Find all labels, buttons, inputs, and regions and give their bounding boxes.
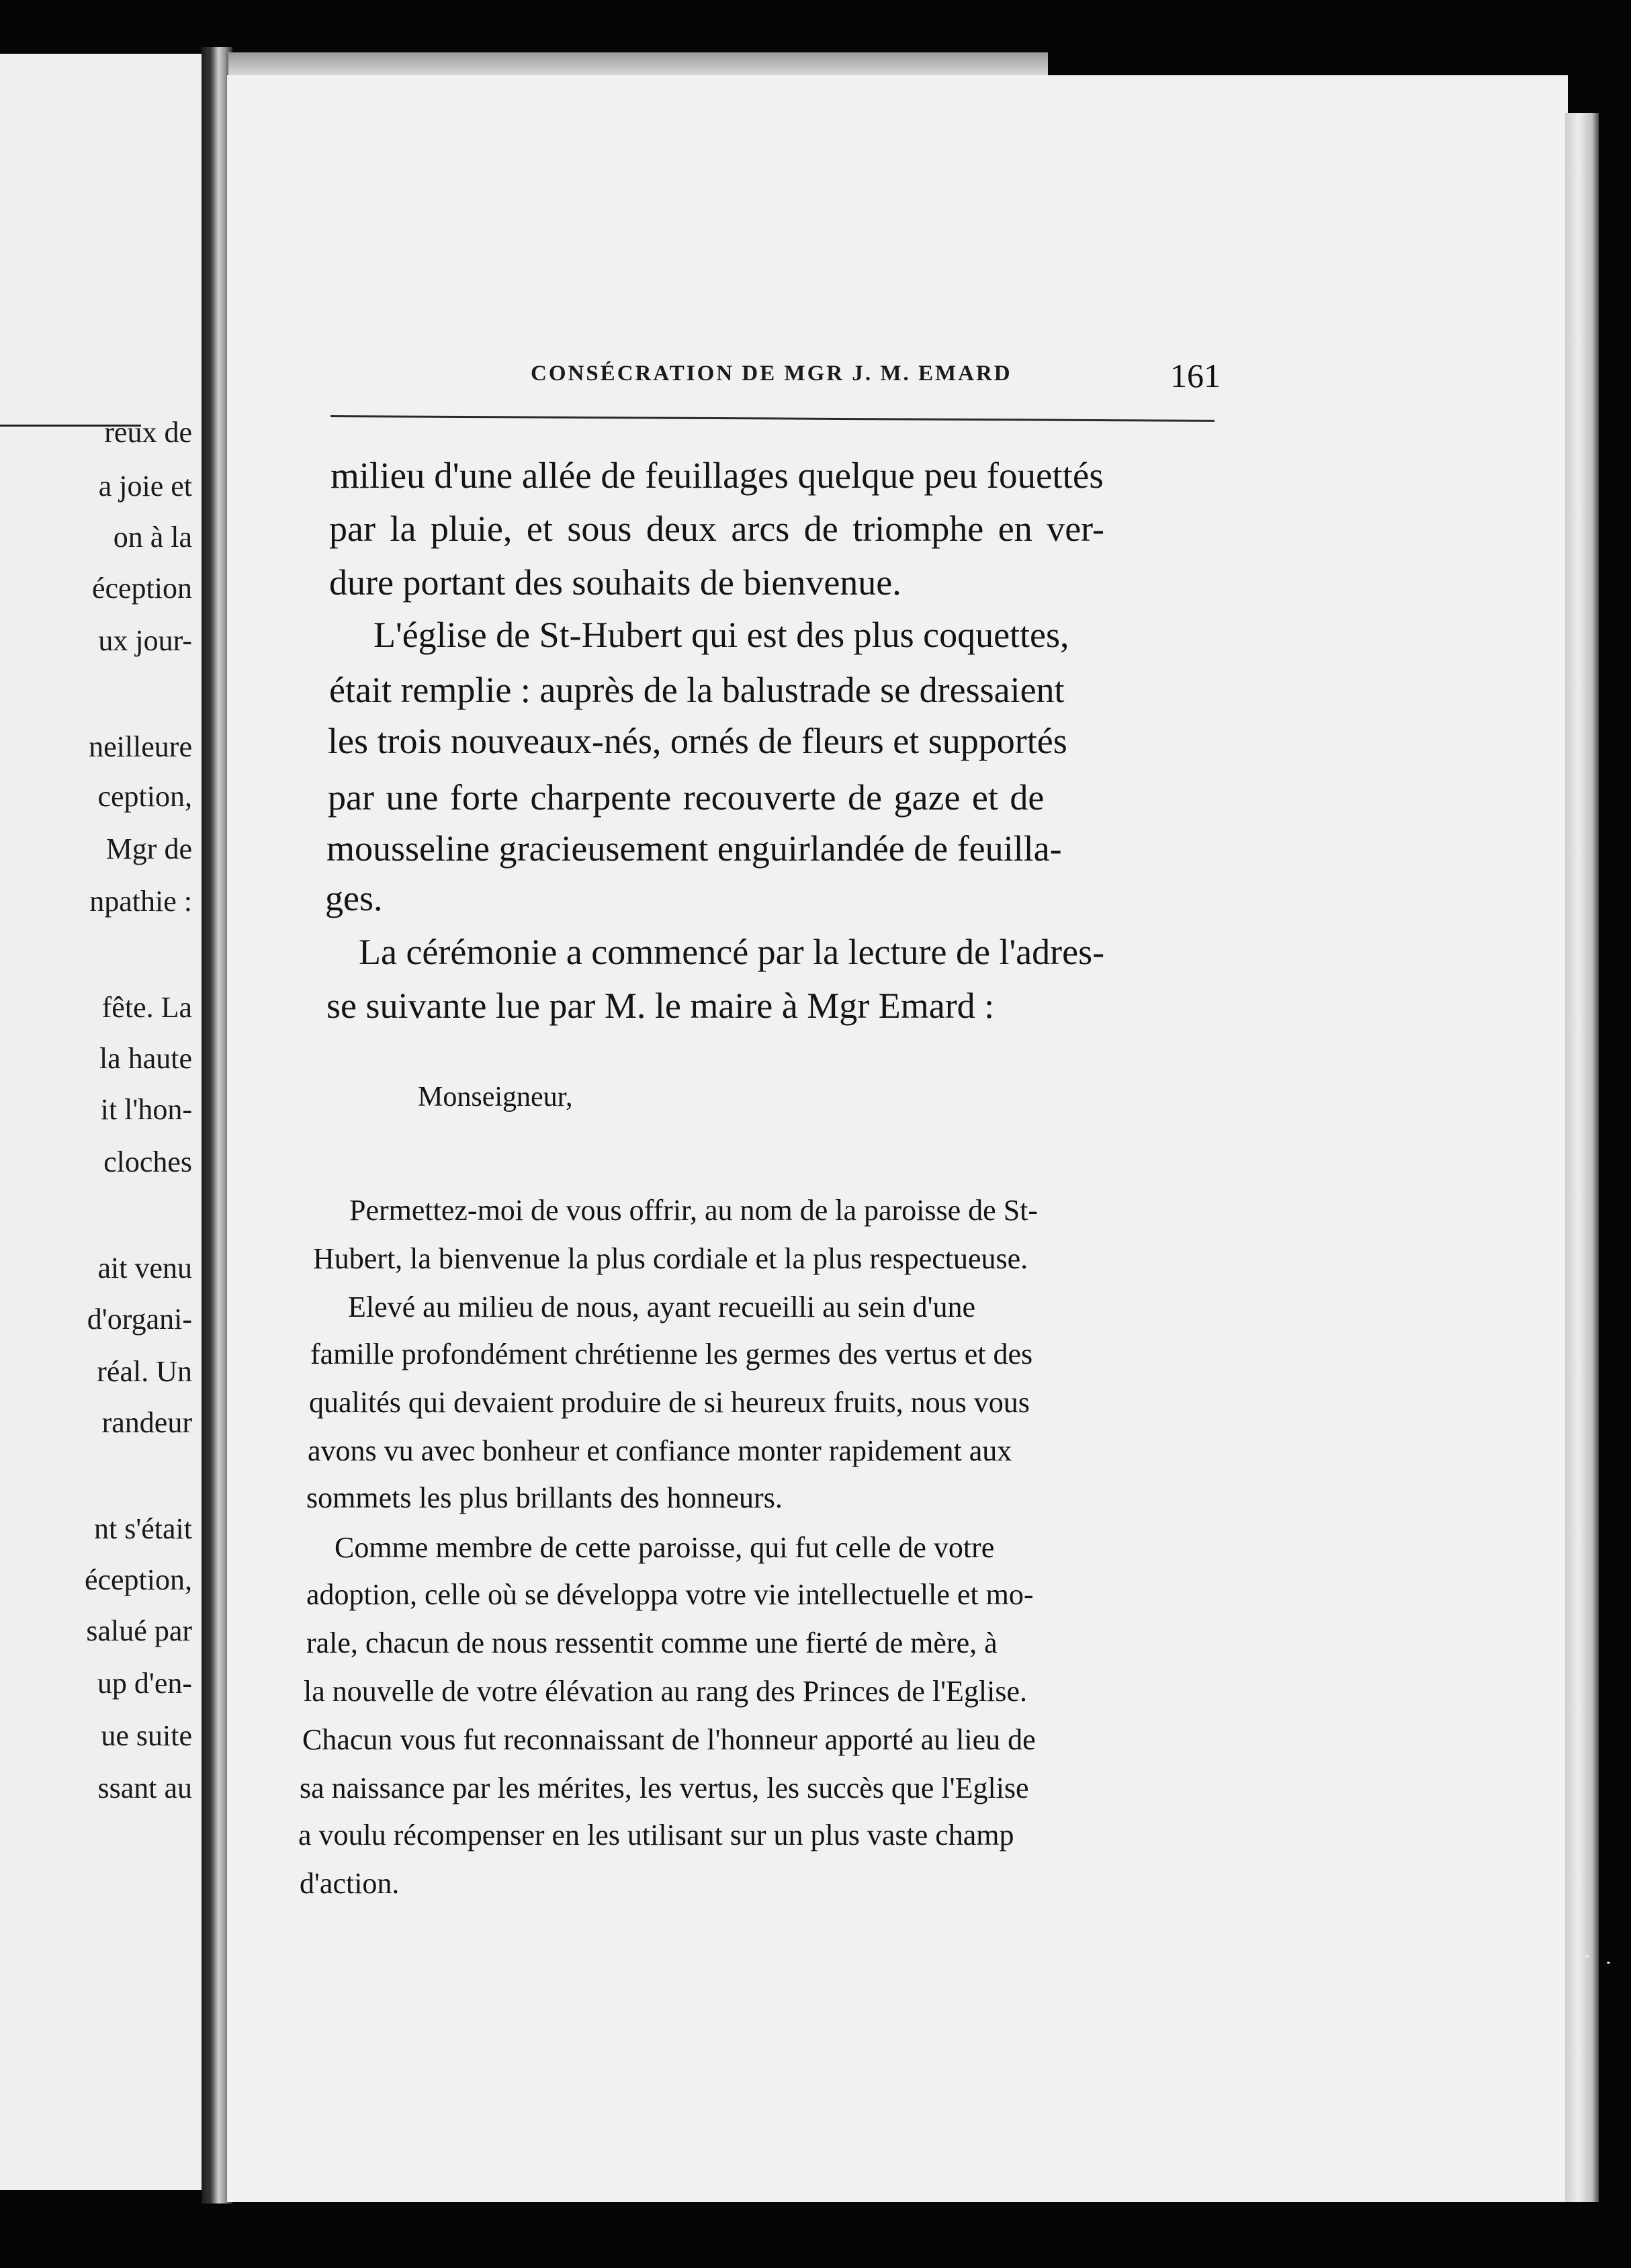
letter-line: sommets les plus brillants des honneurs. — [306, 1481, 783, 1514]
letter-line: Permettez-moi de vous offrir, au nom de la paroisse de St- — [349, 1194, 1039, 1227]
letter-line: Chacun vous fut reconnaissant de l'honneur apporté au lieu de — [302, 1723, 1036, 1756]
left-page-line: Mgr de — [105, 832, 192, 865]
letter-line: Hubert, la bienvenue la plus cordiale et la plus respectueuse. — [313, 1242, 1028, 1275]
body-line: était remplie : auprès de la balustrade se dressaient — [329, 670, 1065, 710]
body-line: milieu d'une allée de feuillages quelque peu fouettés — [330, 455, 1104, 496]
body-line: La cérémonie a commencé par la lecture de l'adres- — [359, 932, 1105, 972]
body-line: se suivante lue par M. le maire à Mgr Emard : — [326, 986, 995, 1026]
letter-salutation: Monseigneur, — [418, 1082, 573, 1113]
left-page-line: ue suite — [101, 1719, 192, 1752]
body-line: dure portant des souhaits de bienvenue. — [329, 562, 901, 603]
left-page-line: ception, — [97, 780, 192, 813]
left-page-line: ait venu — [97, 1252, 192, 1284]
letter-line: d'action. — [300, 1867, 400, 1900]
left-page-line: cloches — [103, 1145, 192, 1178]
left-page-line: on à la — [113, 521, 192, 554]
letter-line: rale, chacun de nous ressentit comme une fierté de mère, à — [306, 1626, 998, 1659]
letter-line: sa naissance par les mérites, les vertus, les succès que l'Eglise — [300, 1772, 1029, 1804]
left-page-line: it l'hon- — [100, 1093, 192, 1126]
body-line: L'église de St-Hubert qui est des plus coquettes, — [373, 615, 1069, 655]
left-page-line: ssant au — [97, 1772, 192, 1804]
left-page-line: fête. La — [101, 991, 192, 1024]
letter-line: la nouvelle de votre élévation au rang des Princes de l'Eglise. — [304, 1675, 1028, 1708]
left-page-line: la haute — [99, 1042, 192, 1075]
running-title: CONSÉCRATION DE MGR J. M. EMARD — [531, 361, 1012, 386]
letter-line: a voulu récompenser en les utilisant sur un plus vaste champ — [298, 1819, 1014, 1851]
main-page — [227, 75, 1568, 2202]
body-line: par une forte charpente recouverte de gaze et de — [328, 777, 1045, 818]
scan-speck — [1607, 1962, 1610, 1964]
body-line: ges. — [325, 878, 383, 918]
letter-line: adoption, celle où se développa votre vie intellectuelle et mo- — [306, 1578, 1034, 1611]
letter-line: famille profondément chrétienne les germes des vertus et des — [310, 1338, 1033, 1370]
letter-line: Elevé au milieu de nous, ayant recueilli au sein d'une — [348, 1291, 976, 1323]
left-page-line: up d'en- — [97, 1667, 192, 1700]
left-page-line: ux jour- — [98, 624, 192, 657]
left-page-line: éception — [91, 572, 192, 605]
left-page-fragment — [0, 54, 202, 2190]
left-page-line: salué par — [86, 1614, 192, 1647]
left-page-line: a joie et — [98, 470, 192, 503]
letter-line: Comme membre de cette paroisse, qui fut celle de votre — [335, 1531, 995, 1564]
body-line: mousseline gracieusement enguirlandée de feuilla- — [326, 828, 1062, 869]
left-page-line: réal. Un — [97, 1355, 192, 1388]
letter-line: avons vu avec bonheur et confiance monter rapidement aux — [308, 1434, 1012, 1467]
left-page-line: neilleure — [89, 730, 192, 763]
left-page-line: d'organi- — [87, 1303, 192, 1336]
left-page-line: npathie : — [89, 885, 192, 918]
left-page-line: nt s'était — [93, 1512, 192, 1545]
left-page-line: randeur — [101, 1406, 192, 1439]
left-page-line: reux de — [104, 416, 192, 449]
page-fore-edge — [1565, 113, 1599, 2202]
left-page-line: éception, — [84, 1563, 192, 1596]
page-number: 161 — [1170, 357, 1221, 394]
body-line: par la pluie, et sous deux arcs de triomphe en ver- — [329, 509, 1105, 549]
body-line: les trois nouveaux-nés, ornés de fleurs et supportés — [328, 721, 1067, 761]
letter-line: qualités qui devaient produire de si heureux fruits, nous vous — [309, 1386, 1030, 1419]
scan-speck — [1585, 1955, 1589, 1958]
